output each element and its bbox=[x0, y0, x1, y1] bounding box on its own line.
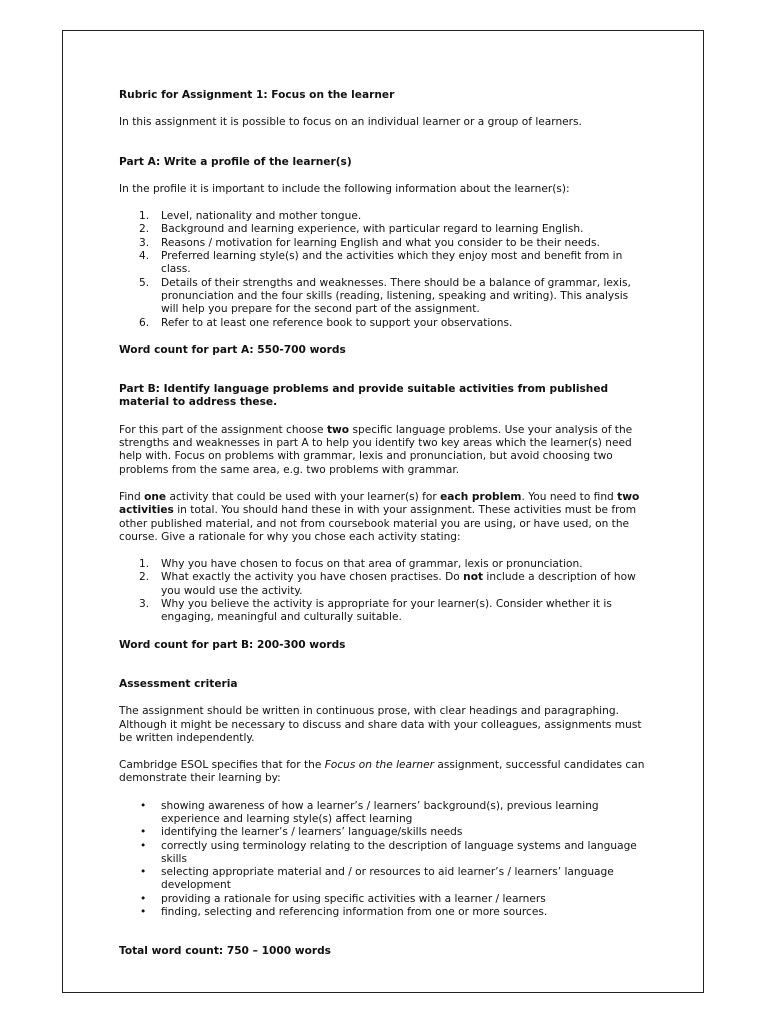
part-a-word-count: Word count for part A: 550-700 words bbox=[119, 343, 346, 356]
part-b-list bbox=[119, 558, 649, 624]
list-item: • finding, selecting and referencing information from one or more sources. bbox=[140, 906, 548, 919]
document-body bbox=[119, 89, 649, 959]
part-a-lead: In the profile it is important to include the following information about the learner(s): bbox=[119, 182, 570, 195]
list-item: 5. Details of their strengths and weaknesses. There should be a balance of grammar, lexis, pronunciation and the four skills (reading, listening, speaking and writing). This analysis will help you prepare for the second part of the assignment. bbox=[139, 276, 631, 316]
document-page bbox=[62, 30, 704, 993]
list-item: • identifying the learner’s / learners’ language/skills needs bbox=[140, 826, 463, 839]
list-item: 3. Why you believe the activity is appropriate for your learner(s). Consider whether it is engaging, meaningful and culturally suitable. bbox=[139, 598, 612, 624]
bullet-icon: • bbox=[140, 892, 147, 905]
part-b-word-count: Word count for part B: 200-300 words bbox=[119, 638, 346, 651]
bullet-icon: • bbox=[140, 839, 147, 852]
list-item: • correctly using terminology relating to the description of language systems and language skills bbox=[140, 839, 637, 865]
part-a-list bbox=[119, 210, 649, 330]
list-item: • showing awareness of how a learner’s / learners’ background(s), previous learning experience and learning style(s) affect learning bbox=[140, 799, 599, 825]
list-item: 4. Preferred learning style(s) and the activities which they enjoy most and benefit from in class. bbox=[139, 250, 623, 276]
list-item: 2. What exactly the activity you have chosen practises. Do not include a description of how you would use the activity. bbox=[139, 571, 636, 597]
list-item: 6. Refer to at least one reference book to support your observations. bbox=[139, 316, 513, 329]
assessment-heading: Assessment criteria bbox=[119, 677, 238, 690]
list-item: 1. Level, nationality and mother tongue. bbox=[139, 210, 362, 223]
intro-text: In this assignment it is possible to focus on an individual learner or a group of learners. bbox=[119, 116, 582, 129]
list-item: • selecting appropriate material and / or resources to aid learner’s / learners’ language development bbox=[140, 866, 614, 892]
document-title: Rubric for Assignment 1: Focus on the learner bbox=[119, 89, 395, 101]
assessment-paragraph-1: The assignment should be written in continuous prose, with clear headings and paragraphing. Although it might be necessary to discuss and share data with your colleagues, assignments must be written independently. bbox=[119, 705, 642, 744]
list-item: • providing a rationale for using specific activities with a learner / learners bbox=[140, 892, 546, 905]
part-b-paragraph-2: Find one activity that could be used with your learner(s) for each problem. You need to find two activities in total. You should hand these in with your assignment. These activities must be from other published material, and not from coursebook material you are using, or have used, on the course. Give a rationale for why you chose each activity stating: bbox=[119, 490, 640, 543]
bullet-icon: • bbox=[140, 799, 147, 812]
bullet-icon: • bbox=[140, 906, 147, 919]
list-item: 1. Why you have chosen to focus on that area of grammar, lexis or pronunciation. bbox=[139, 558, 583, 571]
part-b-heading: Part B: Identify language problems and provide suitable activities from published material to address these. bbox=[119, 383, 609, 409]
total-word-count: Total word count: 750 – 1000 words bbox=[119, 945, 331, 958]
part-b-paragraph-1: For this part of the assignment choose two specific language problems. Use your analysis of the strengths and weaknesses in part A to help you identify two key areas which the learner(s) need help with. Focus on problems with grammar, lexis and pronunciation, but avoid choosing two problems from the same area, e.g. two problems with grammar. bbox=[119, 423, 633, 476]
assessment-paragraph-2: Cambridge ESOL specifies that for the Focus on the learner assignment, successful candidates can demonstrate their learning by: bbox=[119, 759, 645, 785]
list-item: 3. Reasons / motivation for learning English and what you consider to be their needs. bbox=[139, 236, 600, 249]
part-a-heading: Part A: Write a profile of the learner(s) bbox=[119, 155, 352, 168]
bullet-icon: • bbox=[140, 826, 147, 839]
list-item: 2. Background and learning experience, with particular regard to learning English. bbox=[139, 223, 584, 236]
bullet-icon: • bbox=[140, 866, 147, 879]
assessment-criteria-list bbox=[119, 800, 649, 920]
